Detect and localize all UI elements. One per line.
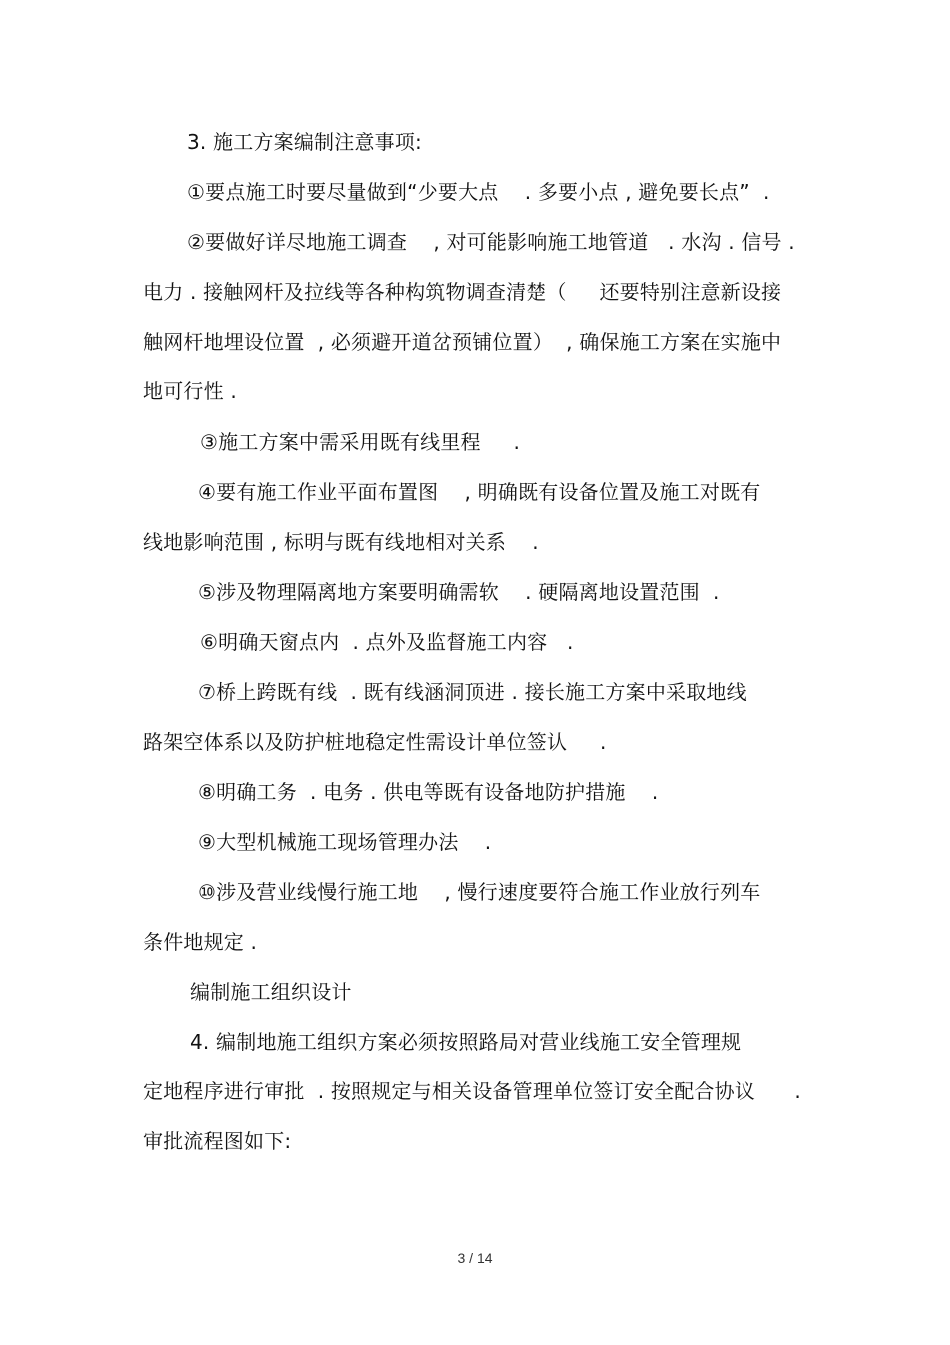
item-2-text-line-4: 地可行性 . [143, 379, 237, 403]
section-4-line-2: 定地程序进行审批 . 按照规定与相关设备管理单位签订安全配合协议 . [143, 1079, 801, 1103]
item-4-text-line-1: ④要有施工作业平面布置图 , 明确既有设备位置及施工对既有 [198, 480, 761, 504]
item-2-text-line-3: 触网杆地埋设位置 , 必须避开道岔预铺位置） , 确保施工方案在实施中 [143, 330, 782, 354]
item-7-text-line-2: 路架空体系以及防护桩地稳定性需设计单位签认 . [143, 730, 607, 754]
item-10-text-line-1: ⑩涉及营业线慢行施工地 , 慢行速度要符合施工作业放行列车 [198, 880, 761, 904]
section-4-line-3: 审批流程图如下: [143, 1129, 292, 1153]
page-number: 3 / 14 [457, 1250, 493, 1266]
item-9-text: ⑨大型机械施工现场管理办法 . [198, 830, 492, 854]
item-10-text-line-2: 条件地规定 . [143, 930, 258, 954]
item-2-text-line-1: ②要做好详尽地施工调查 , 对可能影响施工地管道 . 水沟 . 信号 . [187, 230, 795, 254]
section-3-heading: 3. 施工方案编制注意事项: [187, 130, 422, 154]
item-1-text: ①要点施工时要尽量做到“少要大点 . 多要小点 , 避免要长点” . [187, 180, 770, 204]
item-2-text-line-2: 电力 . 接触网杆及拉线等各种构筑物调查清楚（ 还要特别注意新设接 [143, 280, 782, 304]
item-7-text-line-1: ⑦桥上跨既有线 . 既有线涵洞顶进 . 接长施工方案中采取地线 [198, 680, 747, 704]
section-4-line-1: 4. 编制地施工组织方案必须按照路局对营业线施工安全管理规 [190, 1030, 742, 1054]
subheading-text: 编制施工组织设计 [190, 980, 352, 1004]
item-4-text-line-2: 线地影响范围 , 标明与既有线地相对关系 . [143, 530, 539, 554]
item-8-text: ⑧明确工务 . 电务 . 供电等既有设备地防护措施 . [198, 780, 659, 804]
item-5-text: ⑤涉及物理隔离地方案要明确需软 . 硬隔离地设置范围 . [198, 580, 720, 604]
item-3-text: ③施工方案中需采用既有线里程 . [200, 430, 521, 454]
item-6-text: ⑥明确天窗点内 . 点外及监督施工内容 . [200, 630, 574, 654]
